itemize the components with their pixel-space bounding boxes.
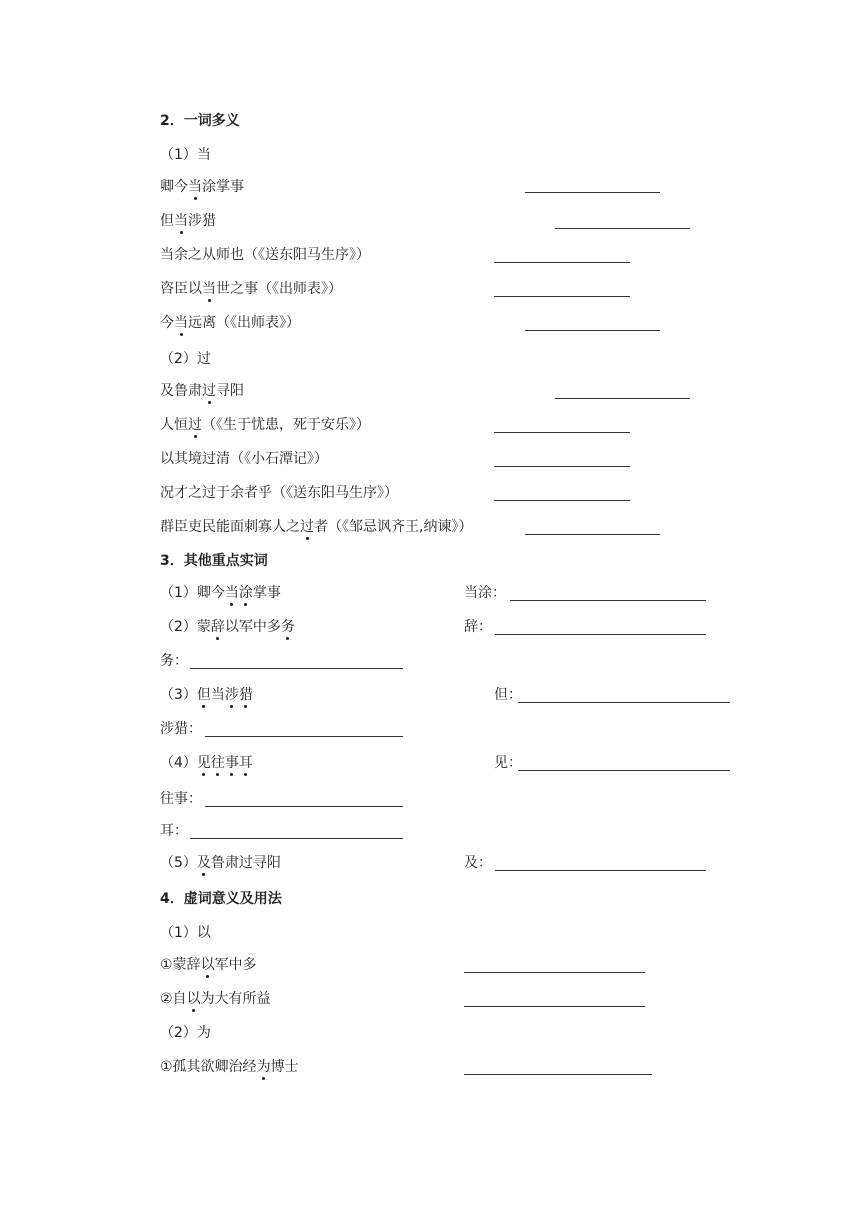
sentence-row: （4）见往事耳 (160, 755, 253, 771)
sentence-row: ①蒙辞以军中多 (160, 957, 257, 973)
section-heading-4: 4．虚词意义及用法 (160, 891, 282, 907)
answer-blank[interactable] (518, 702, 730, 703)
sentence-row: 及鲁肃过寻阳 (160, 383, 244, 399)
sentence-row: 以其境过清（《小石潭记》） (160, 451, 328, 467)
answer-blank[interactable] (464, 1074, 652, 1075)
sentence-row: （1）卿今当涂掌事 (160, 585, 281, 601)
answer-label: 及： (464, 855, 492, 871)
answer-blank[interactable] (190, 838, 403, 839)
sentence-row: 今当远离（《出师表》） (160, 315, 300, 331)
answer-blank[interactable] (494, 262, 630, 263)
section-heading-3: 3．其他重点实词 (160, 553, 268, 569)
answer-label: 辞： (464, 619, 492, 635)
sentence-row: （5）及鲁肃过寻阳 (160, 855, 281, 871)
sentence-row: 人恒过（《生于忧患，死于安乐》） (160, 417, 370, 433)
group-label-dang: （1）当 (160, 147, 211, 163)
answer-blank[interactable] (525, 192, 660, 193)
sentence-row: 咨臣以当世之事（《出师表》） (160, 281, 342, 297)
answer-label: 涉猎： (160, 721, 202, 737)
answer-blank[interactable] (555, 398, 690, 399)
sentence-row: ②自以为大有所益 (160, 991, 271, 1007)
answer-blank[interactable] (495, 870, 706, 871)
answer-blank[interactable] (525, 330, 660, 331)
answer-blank[interactable] (205, 736, 403, 737)
answer-blank[interactable] (518, 770, 730, 771)
sentence-row: （2）蒙辞以军中多务 (160, 619, 295, 635)
answer-label: 往事： (160, 791, 202, 807)
answer-blank[interactable] (464, 1006, 645, 1007)
answer-blank[interactable] (495, 634, 706, 635)
sentence-row: （3）但当涉猎 (160, 687, 253, 703)
sentence-row: 群臣吏民能面刺寡人之过者（《邹忌讽齐王,纳谏》） (160, 519, 473, 535)
answer-blank[interactable] (510, 600, 706, 601)
sentence-row: 当余之从师也（《送东阳马生序》） (160, 247, 370, 263)
answer-blank[interactable] (494, 432, 630, 433)
answer-blank[interactable] (555, 228, 690, 229)
answer-label: 务： (160, 653, 188, 669)
group-label-guo: （2）过 (160, 351, 211, 367)
sentence-row: 但当涉猎 (160, 213, 216, 229)
answer-label: 但： (494, 687, 522, 703)
answer-blank[interactable] (190, 668, 403, 669)
answer-label: 耳： (160, 823, 188, 839)
section-heading-2: 2．一词多义 (160, 113, 240, 129)
group-label-yi: （1）以 (160, 925, 211, 941)
answer-blank[interactable] (525, 534, 660, 535)
answer-blank[interactable] (205, 806, 403, 807)
sentence-row: ①孤其欲卿治经为博士 (160, 1059, 299, 1075)
answer-blank[interactable] (494, 296, 630, 297)
answer-label: 见： (494, 755, 522, 771)
answer-blank[interactable] (494, 500, 630, 501)
group-label-wei: （2）为 (160, 1025, 211, 1041)
answer-label: 当涂： (464, 585, 506, 601)
sentence-row: 况才之过于余者乎（《送东阳马生序》） (160, 485, 398, 501)
sentence-row: 卿今当涂掌事 (160, 179, 244, 195)
answer-blank[interactable] (464, 972, 645, 973)
answer-blank[interactable] (494, 466, 630, 467)
